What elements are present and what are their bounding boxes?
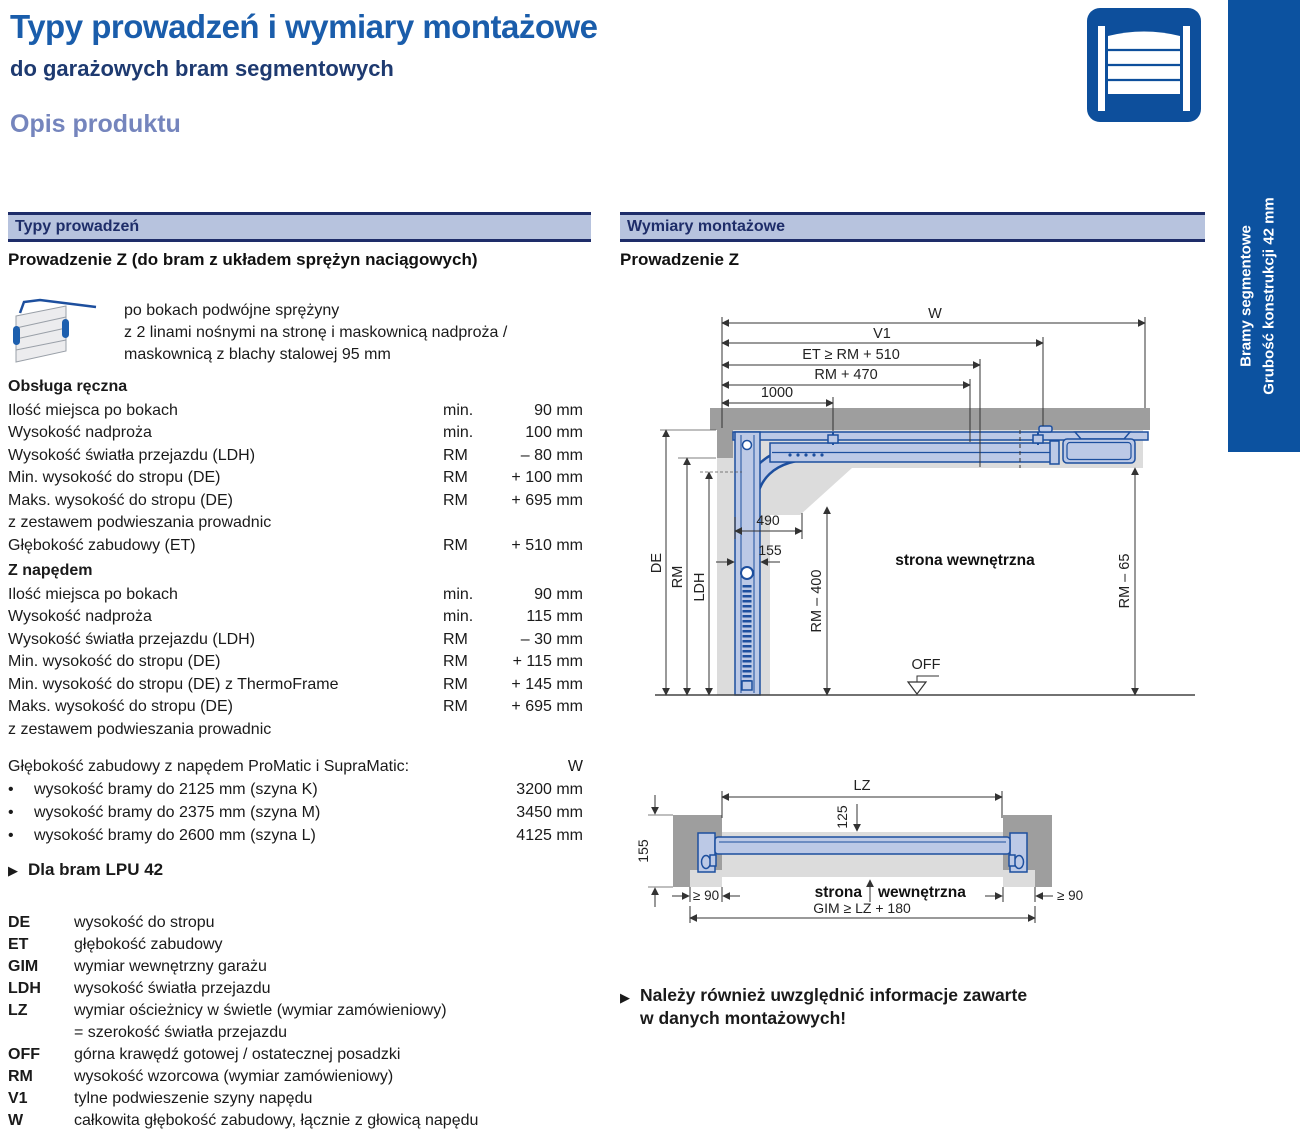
- inner-plan-label-b: wewnętrzna: [878, 884, 966, 901]
- dim-et-label: ET ≥ RM + 510: [802, 347, 900, 363]
- depth-item: • wysokość bramy do 2600 mm (szyna L) 4125 mm: [8, 824, 583, 847]
- intro-line: maskownicą z blachy stalowej 95 mm: [124, 346, 391, 363]
- sidebar-tab-line2: Grubość konstrukcji 42 mm: [1260, 197, 1278, 395]
- section-bar-types-label: Typy prowadzeń: [15, 218, 140, 235]
- page-subtitle: do garażowych bram segmentowych: [10, 56, 394, 81]
- lpu-note: [8, 860, 163, 880]
- door-icon: [1085, 6, 1203, 124]
- spec-row: z zestawem podwieszania prowadnic: [8, 720, 272, 738]
- dim-90-right-label: ≥ 90: [1057, 888, 1084, 903]
- triangle-marker-icon: ▶: [620, 990, 630, 1005]
- dim-1000-label: 1000: [760, 385, 794, 401]
- depth-heading: Głębokość zabudowy z napędem ProMatic i SupraMatic:: [8, 758, 410, 775]
- dim-w-label: W: [928, 306, 942, 322]
- dim-gim-label: GIM ≥ LZ + 180: [813, 900, 911, 916]
- bullet: •: [8, 781, 14, 798]
- spec-row: Głębokość zabudowy (ET) RM + 510 mm: [8, 536, 583, 554]
- floor-level-symbol: [908, 682, 926, 694]
- dim-rm65-label: RM – 65: [1117, 553, 1133, 609]
- dim-125-label: 125: [834, 805, 850, 829]
- section-bar-dimensions-label: Wymiary montażowe: [627, 218, 785, 235]
- triangle-marker-icon: ▶: [8, 863, 18, 878]
- spring-door-icon: [8, 296, 100, 370]
- spec-row: Wysokość nadproża min. 100 mm: [8, 424, 583, 441]
- page-section-title: Opis produktu: [10, 110, 181, 138]
- spec-row: Maks. wysokość do stropu (DE) RM + 695 mm: [8, 698, 583, 715]
- powered-title: Z napędem: [8, 562, 93, 579]
- door-panel: [715, 837, 1010, 854]
- manual-spec-table: [8, 376, 583, 557]
- depth-heading-value: W: [567, 758, 583, 775]
- intro-line: po bokach podwójne sprężyny: [124, 302, 340, 319]
- legend-row: RM wysokość wzorcowa (wymiar zamówieniowy): [8, 1068, 394, 1085]
- section-bar-types: [8, 212, 591, 242]
- note-line: w danych montażowych!: [640, 1008, 847, 1028]
- manual-title: Obsługa ręczna: [8, 378, 128, 395]
- dim-rm470-label: RM + 470: [814, 367, 878, 383]
- legend-row: = szerokość światła przejazdu: [74, 1024, 287, 1041]
- left-column: [8, 212, 591, 1130]
- sectional-door-pictogram: [1085, 6, 1203, 129]
- dim-155-plan-label: 155: [635, 839, 651, 863]
- intro-line: z 2 linami nośnymi na stronę i maskownicą nadproża /: [124, 324, 508, 341]
- spec-row: Maks. wysokość do stropu (DE) RM + 695 mm: [8, 491, 583, 509]
- bullet: •: [8, 804, 14, 821]
- right-column: [620, 212, 1206, 1130]
- depth-heading-row: [8, 755, 583, 778]
- spec-row: Min. wysokość do stropu (DE) z ThermoFrame RM + 145 mm: [8, 675, 583, 693]
- legend-row: OFF górna krawędź gotowej / ostatecznej posadzki: [8, 1046, 401, 1063]
- depth-item: • wysokość bramy do 2125 mm (szyna K) 3200 mm: [8, 778, 583, 801]
- spec-row: Wysokość światła przejazdu (LDH) RM – 80 mm: [8, 446, 583, 464]
- legend-row: GIM wymiar wewnętrzny garażu: [8, 958, 267, 975]
- right-heading: Prowadzenie Z: [620, 250, 740, 269]
- page-header: [10, 8, 1060, 139]
- dim-490-label: 490: [756, 512, 780, 528]
- legend-row: W całkowita głębokość zabudowy, łącznie z głowicą napędu: [8, 1112, 479, 1129]
- spec-row: Wysokość nadproża min. 115 mm: [8, 608, 583, 625]
- side-view-drawing: [620, 295, 1200, 715]
- spec-row: z zestawem podwieszania prowadnic: [8, 514, 272, 531]
- sidebar-tab-line1: Bramy segmentowe: [1237, 225, 1255, 367]
- dim-lz-label: LZ: [853, 778, 871, 794]
- left-heading: Prowadzenie Z (do bram z układem sprężyn naciągowych): [8, 250, 478, 269]
- inner-plan-label-a: strona: [814, 884, 862, 901]
- spec-row: Min. wysokość do stropu (DE) RM + 115 mm: [8, 653, 583, 670]
- legend-row: DE wysokość do stropu: [8, 914, 215, 931]
- plan-view-drawing: [620, 770, 1200, 935]
- legend-row: LDH wysokość światła przejazdu: [8, 980, 271, 997]
- note-line: Należy również uwzględnić informacje zawarte: [640, 985, 1028, 1005]
- legend-row: V1 tylne podwieszenie szyny napędu: [8, 1090, 313, 1107]
- dim-de-label: DE: [649, 552, 665, 574]
- dim-v1-label: V1: [873, 326, 891, 342]
- powered-spec-table: [8, 560, 583, 741]
- dim-155-label: 155: [758, 542, 782, 558]
- legend-row: ET głębokość zabudowy: [8, 936, 223, 953]
- spec-row: Wysokość światła przejazdu (LDH) RM – 30 mm: [8, 630, 583, 648]
- depth-item: • wysokość bramy do 2375 mm (szyna M) 3450 mm: [8, 801, 583, 824]
- dim-rm-label: RM: [670, 565, 686, 589]
- inner-side-label: strona wewnętrzna: [895, 552, 1035, 569]
- intro-row: [8, 296, 591, 370]
- legend-row: LZ wymiar ościeżnicy w świetle (wymiar zamówieniowy): [8, 1002, 447, 1019]
- operator-rail-adapter: [1075, 432, 1130, 439]
- dim-rm400-label: RM – 400: [809, 569, 825, 633]
- montage-note: [620, 984, 1180, 1030]
- intro-text: [124, 296, 507, 370]
- off-label: OFF: [911, 657, 941, 673]
- section-bar-dimensions: [620, 212, 1205, 242]
- spec-row: Ilość miejsca po bokach min. 90 mm: [8, 585, 583, 603]
- montage-note-text: [640, 984, 1027, 1030]
- spec-row: Min. wysokość do stropu (DE) RM + 100 mm: [8, 469, 583, 486]
- lpu-note-text: Dla bram LPU 42: [28, 860, 164, 879]
- operator-depth-block: [8, 755, 583, 847]
- page-title: Typy prowadzeń i wymiary montażowe: [10, 8, 598, 45]
- dim-90-left-label: ≥ 90: [692, 888, 720, 903]
- dim-ldh-label: LDH: [692, 572, 708, 602]
- bullet: •: [8, 827, 14, 844]
- sidebar-tab: [1228, 0, 1300, 452]
- spec-row: Ilość miejsca po bokach min. 90 mm: [8, 401, 583, 419]
- legend: [8, 912, 591, 1132]
